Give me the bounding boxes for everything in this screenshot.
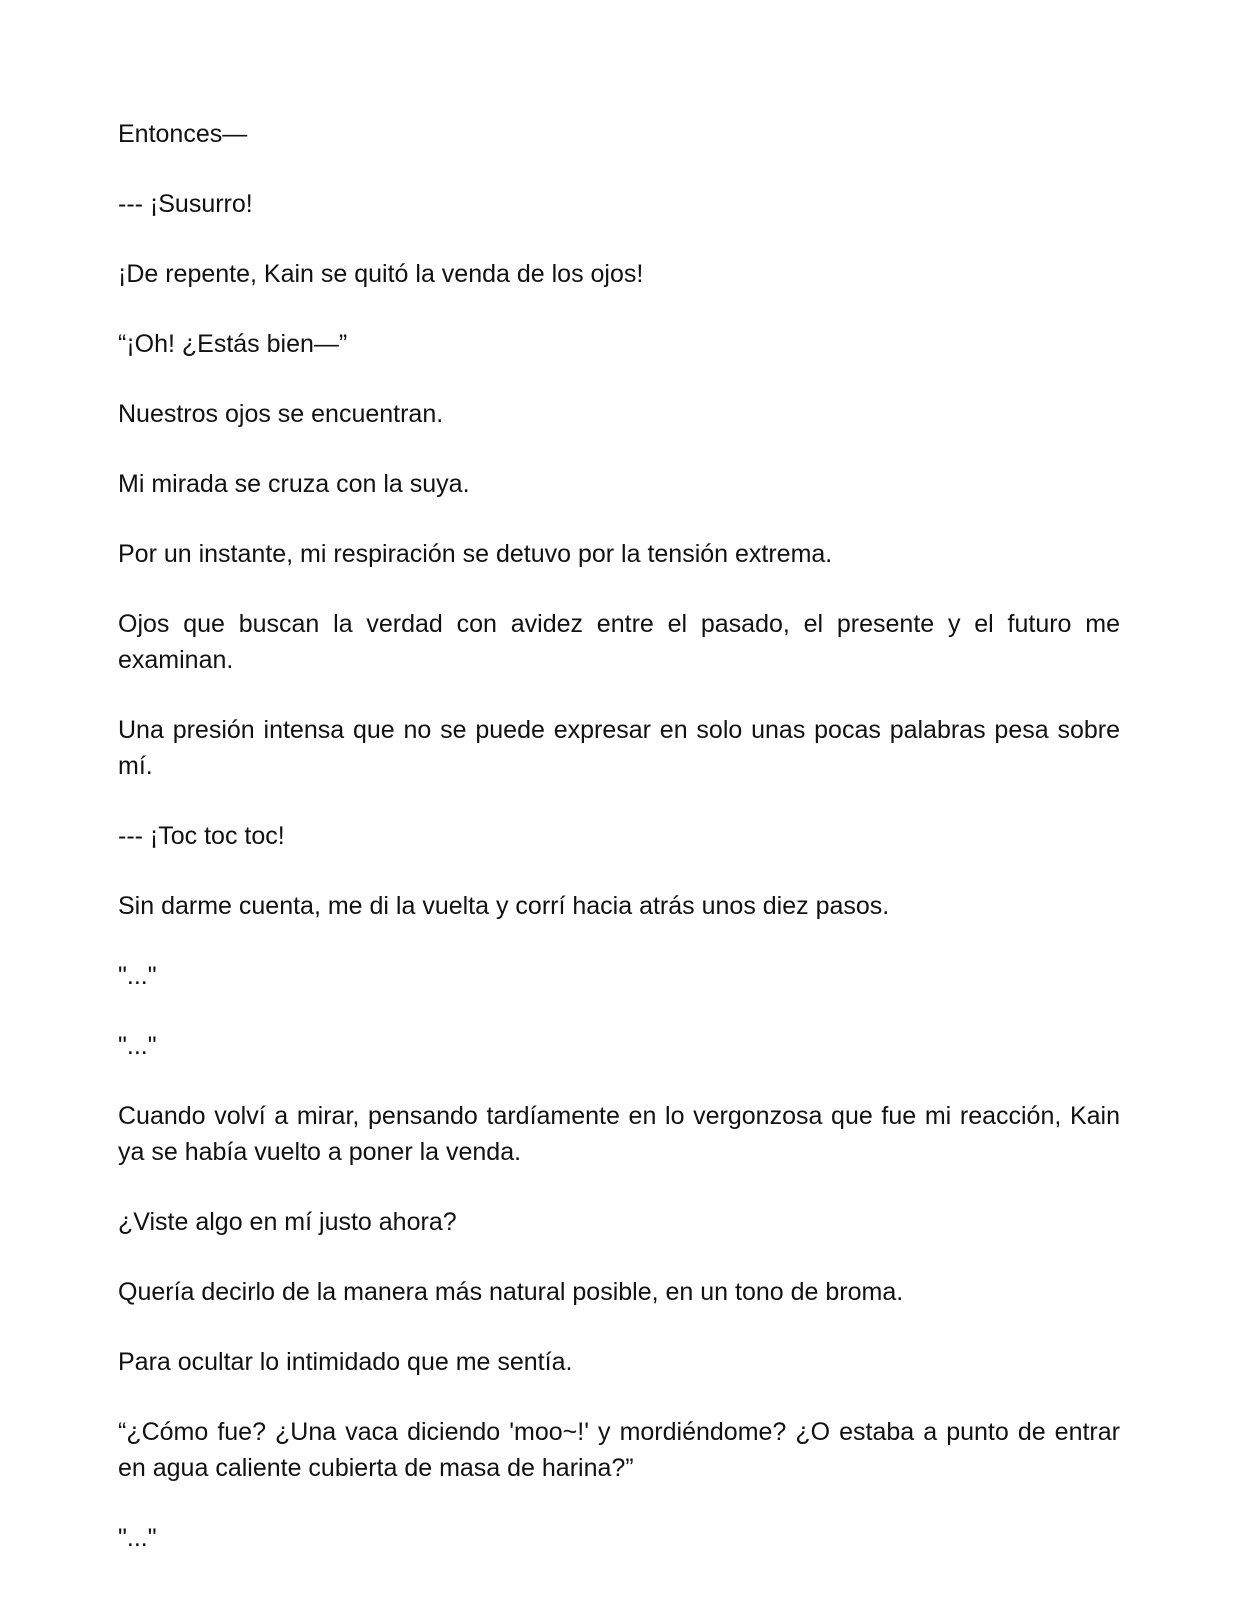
paragraph: "..." <box>118 962 157 990</box>
document-body <box>118 116 1120 1590</box>
paragraph: Por un instante, mi respiración se detuvo por la tensión extrema. <box>118 540 833 568</box>
paragraph: Entonces— <box>118 120 248 148</box>
paragraph: Mi mirada se cruza con la suya. <box>118 470 470 498</box>
paragraph: Cuando volví a mirar, pensando tardíamente en lo vergonzosa que fue mi reacción, Kain ya se había vuelto a poner la venda. <box>118 1102 1120 1166</box>
paragraph: ¡De repente, Kain se quitó la venda de los ojos! <box>118 260 644 288</box>
paragraph: --- ¡Toc toc toc! <box>118 822 285 850</box>
paragraph: Quería decirlo de la manera más natural posible, en un tono de broma. <box>118 1278 904 1306</box>
paragraph: Nuestros ojos se encuentran. <box>118 400 444 428</box>
paragraph: --- ¡Susurro! <box>118 190 253 218</box>
paragraph: Ojos que buscan la verdad con avidez entre el pasado, el presente y el futuro me examinan. <box>118 610 1120 674</box>
paragraph: Una presión intensa que no se puede expresar en solo unas pocas palabras pesa sobre mí. <box>118 716 1120 780</box>
paragraph: "..." <box>118 1032 157 1060</box>
paragraph: Sin darme cuenta, me di la vuelta y corrí hacia atrás unos diez pasos. <box>118 892 890 920</box>
paragraph: ¿Viste algo en mí justo ahora? <box>118 1208 457 1236</box>
paragraph: "..." <box>118 1524 157 1552</box>
paragraph: “¡Oh! ¿Estás bien—” <box>118 330 348 358</box>
paragraph: Para ocultar lo intimidado que me sentía. <box>118 1348 573 1376</box>
paragraph: “¿Cómo fue? ¿Una vaca diciendo 'moo~!' y mordiéndome? ¿O estaba a punto de entrar en agua caliente cubierta de masa de harina?” <box>118 1418 1120 1482</box>
